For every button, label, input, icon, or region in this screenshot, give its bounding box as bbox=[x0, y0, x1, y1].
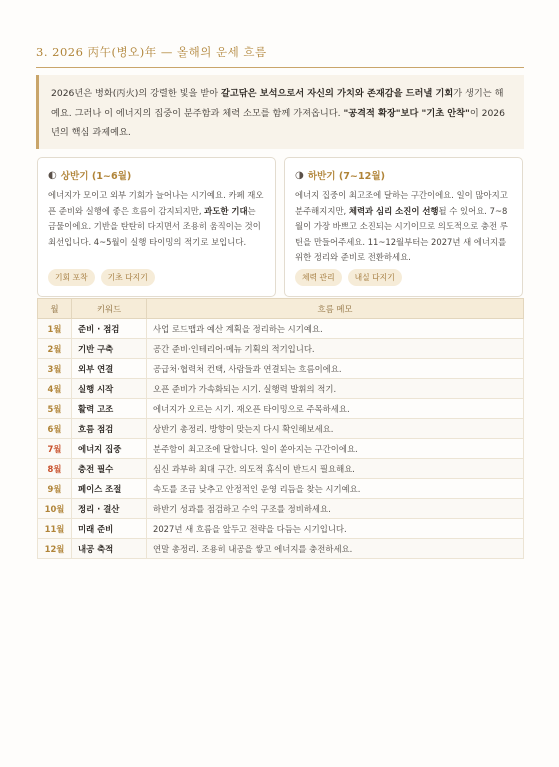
table-row bbox=[38, 339, 524, 359]
memo-cell: 2027년 새 흐름을 앞두고 전략을 다듬는 시기입니다. bbox=[147, 519, 524, 539]
memo-cell: 오픈 준비가 가속화되는 시기. 실행력 발휘의 적기. bbox=[147, 379, 524, 399]
table-row bbox=[38, 379, 524, 399]
keyword-cell: 충전 필수 bbox=[72, 459, 147, 479]
header-month: 월 bbox=[38, 299, 72, 319]
month-cell: 12월 bbox=[38, 539, 72, 559]
header-memo: 흐름 메모 bbox=[147, 299, 524, 319]
keyword-cell: 미래 준비 bbox=[72, 519, 147, 539]
month-cell: 9월 bbox=[38, 479, 72, 499]
first-half-title: 상반기 (1~6월) bbox=[60, 171, 132, 182]
keyword-cell: 내공 축적 bbox=[72, 539, 147, 559]
second-half-bold: 체력과 심리 소진이 선행 bbox=[348, 205, 439, 216]
section-title: 3. 2026 丙午(병오)年 — 올해의 운세 흐름 bbox=[36, 44, 524, 68]
keyword-cell: 활력 고조 bbox=[72, 399, 147, 419]
table-row bbox=[38, 399, 524, 419]
first-half-tags bbox=[48, 269, 155, 286]
tag: 기회 포착 bbox=[48, 269, 95, 286]
first-half-text-2: 는 금물이에요. 기반을 탄탄히 다지면서 조용히 움직이는 것이 최선입니다. 4~5월이 실행 타이밍의 적기로 보입니다. bbox=[48, 205, 261, 247]
memo-cell: 상반기 총정리. 방향이 맞는지 다시 확인해보세요. bbox=[147, 419, 524, 439]
keyword-cell: 실행 시작 bbox=[72, 379, 147, 399]
table-header-row bbox=[38, 299, 524, 319]
month-cell: 7월 bbox=[38, 439, 72, 459]
second-half-title: 하반기 (7~12월) bbox=[307, 171, 385, 182]
month-cell: 11월 bbox=[38, 519, 72, 539]
keyword-cell: 에너지 집중 bbox=[72, 439, 147, 459]
intro-text-1: 2026년은 병화(丙火)의 강렬한 빛을 받아 bbox=[51, 88, 222, 99]
table-row bbox=[38, 419, 524, 439]
memo-cell: 사업 로드맵과 예산 계획을 정리하는 시기예요. bbox=[147, 319, 524, 339]
first-half-text-1: 에너지가 모이고 외부 기회가 늘어나는 시기예요. 카페 재오픈 준비와 실행에 좋은 흐름이 감지되지만, bbox=[48, 190, 264, 216]
intro-bold-2: "공격적 확장"보다 "기초 안착" bbox=[343, 107, 470, 119]
second-half-text-1: 에너지 집중이 최고조에 달하는 구간이에요. 일이 많아지고 분주해지지만, bbox=[295, 190, 508, 216]
tag: 기초 다지기 bbox=[101, 269, 155, 286]
table-row bbox=[38, 499, 524, 519]
month-cell: 4월 bbox=[38, 379, 72, 399]
keyword-cell: 준비 · 점검 bbox=[72, 319, 147, 339]
intro-bold-1: 갈고닦은 보석으로서 자신의 가치와 존재감을 드러낼 기회 bbox=[221, 88, 454, 99]
memo-cell: 분주함이 최고조에 달합니다. 일이 쏟아지는 구간이에요. bbox=[147, 439, 524, 459]
month-cell: 8월 bbox=[38, 459, 72, 479]
memo-cell: 심신 과부하 최대 구간. 의도적 휴식이 반드시 필요해요. bbox=[147, 459, 524, 479]
first-half-title-row bbox=[48, 168, 265, 182]
keyword-cell: 정리 · 결산 bbox=[72, 499, 147, 519]
first-half-text bbox=[48, 188, 265, 250]
keyword-cell: 외부 연결 bbox=[72, 359, 147, 379]
intro-callout bbox=[36, 75, 524, 149]
tag: 내실 다지기 bbox=[348, 269, 402, 286]
table-row bbox=[38, 519, 524, 539]
table-row bbox=[38, 439, 524, 459]
table-row bbox=[38, 459, 524, 479]
first-half-card bbox=[37, 157, 276, 297]
half-moon-left-icon: ◐ bbox=[48, 169, 57, 181]
keyword-cell: 기반 구축 bbox=[72, 339, 147, 359]
memo-cell: 공간 준비·인테리어·메뉴 기획의 적기입니다. bbox=[147, 339, 524, 359]
first-half-bold: 과도한 기대 bbox=[204, 205, 248, 216]
tag: 체력 관리 bbox=[295, 269, 342, 286]
table-row bbox=[38, 479, 524, 499]
month-cell: 6월 bbox=[38, 419, 72, 439]
month-cell: 5월 bbox=[38, 399, 72, 419]
month-cell: 1월 bbox=[38, 319, 72, 339]
month-cell: 2월 bbox=[38, 339, 72, 359]
keyword-cell: 페이스 조절 bbox=[72, 479, 147, 499]
half-moon-right-icon: ◑ bbox=[295, 169, 304, 181]
memo-cell: 하반기 성과를 점검하고 수익 구조를 정비하세요. bbox=[147, 499, 524, 519]
intro-text-2: 가 생기는 해예요. 그러나 이 에너지의 집중이 분주함과 체력 소모를 함께 가져옵니다. bbox=[51, 88, 504, 119]
second-half-text-2: 될 수 있어요. 7~8월이 가장 바쁘고 소진되는 시기이므로 의도적으로 충전 루틴을 만들어주세요. 11~12월부터는 2027년 새 에너지를 위한 정리와 준비로 전환하세요. bbox=[295, 205, 508, 262]
second-half-tags bbox=[295, 269, 402, 286]
keyword-cell: 흐름 점검 bbox=[72, 419, 147, 439]
second-half-title-row bbox=[295, 168, 512, 182]
intro-text-3: 이 2026년의 핵심 과제예요. bbox=[51, 107, 505, 138]
table-row bbox=[38, 539, 524, 559]
table-row bbox=[38, 319, 524, 339]
memo-cell: 속도를 조금 낮추고 안정적인 운영 리듬을 찾는 시기예요. bbox=[147, 479, 524, 499]
memo-cell: 공급처·협력처 컨택, 사람들과 연결되는 흐름이에요. bbox=[147, 359, 524, 379]
month-cell: 3월 bbox=[38, 359, 72, 379]
second-half-card bbox=[284, 157, 523, 297]
monthly-flow-table bbox=[37, 298, 524, 559]
header-keyword: 키워드 bbox=[72, 299, 147, 319]
table-row bbox=[38, 359, 524, 379]
memo-cell: 연말 총정리. 조용히 내공을 쌓고 에너지를 충전하세요. bbox=[147, 539, 524, 559]
memo-cell: 에너지가 오르는 시기. 재오픈 타이밍으로 주목하세요. bbox=[147, 399, 524, 419]
second-half-text bbox=[295, 188, 512, 266]
month-cell: 10월 bbox=[38, 499, 72, 519]
